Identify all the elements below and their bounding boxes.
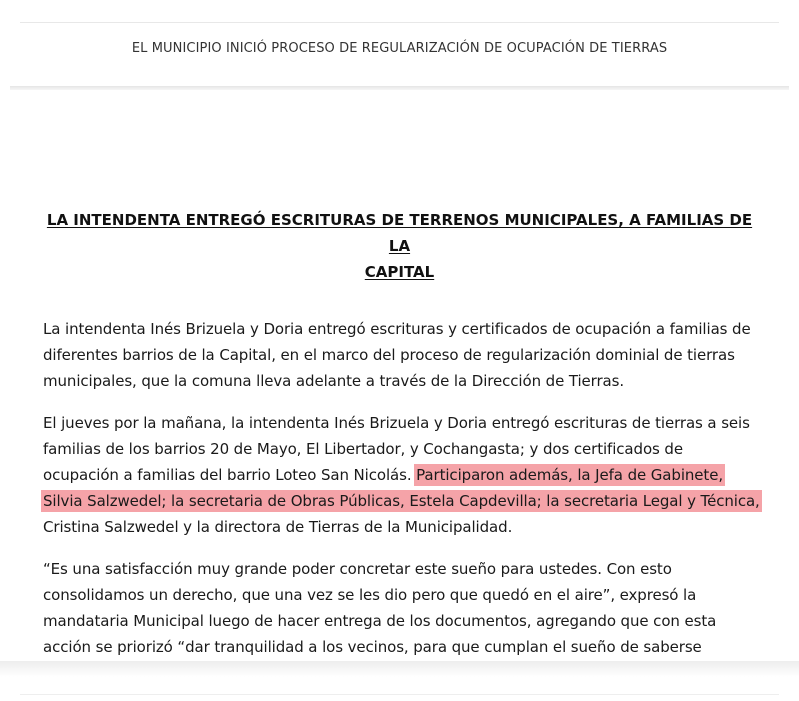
paragraph-1-line-3: municipales, que la comuna lleva adelante a través de la Dirección de Tierras. <box>43 372 625 390</box>
paragraph-1 <box>43 316 763 394</box>
paragraph-2-line-2: familias de los barrios 20 de Mayo, El Libertador, y Cochangasta; y dos certificados de <box>43 440 683 458</box>
image-caption: EL MUNICIPIO INICIÓ PROCESO DE REGULARIZACIÓN DE OCUPACIÓN DE TIERRAS <box>131 41 668 56</box>
paragraph-2 <box>43 410 763 540</box>
caption-bar <box>0 24 799 86</box>
document-title <box>40 207 759 285</box>
paragraph-3 <box>43 556 763 660</box>
paragraph-3-line-4: acción se priorizó “dar tranquilidad a los vecinos, para que cumplan el sueño de saberse <box>43 638 702 656</box>
paragraph-3-line-1: “Es una satisfacción muy grande poder concretar este sueño para ustedes. Con esto <box>43 560 672 578</box>
paragraph-3-line-3: mandataria Municipal luego de hacer entrega de los documentos, agregando que con esta <box>43 612 717 630</box>
document-title-line-2: CAPITAL <box>364 263 435 281</box>
paragraph-2-line-3 <box>43 462 763 488</box>
bottom-divider <box>20 694 779 695</box>
highlighted-text: Silvia Salzwedel; la secretaria de Obras Públicas, Estela Capdevilla; la secretaria Legal y Técnica, <box>43 492 760 510</box>
highlighted-text: Participaron además, la Jefa de Gabinete, <box>416 466 724 484</box>
paragraph-2-line-1: El jueves por la mañana, la intendenta Inés Brizuela y Doria entregó escrituras de tierras a seis <box>43 414 750 432</box>
paragraph-2-line-5: Cristina Salzwedel y la directora de Tierras de la Municipalidad. <box>43 518 513 536</box>
page-bottom-shadow <box>0 661 799 701</box>
document-page <box>0 90 799 661</box>
top-strip <box>0 0 799 24</box>
paragraph-3-line-2: consolidamos un derecho, que una vez se les dio pero que quedó en el aire”, expresó la <box>43 586 697 604</box>
document-title-line-1: LA INTENDENTA ENTREGÓ ESCRITURAS DE TERRENOS MUNICIPALES, A FAMILIAS DE LA <box>46 211 753 255</box>
paragraph-1-line-1: La intendenta Inés Brizuela y Doria entregó escrituras y certificados de ocupación a familias de <box>43 320 751 338</box>
paragraph-1-line-2: diferentes barrios de la Capital, en el marco del proceso de regularización dominial de tierras <box>43 346 735 364</box>
top-divider <box>20 22 779 23</box>
paragraph-2-line-4 <box>43 488 763 514</box>
paragraph-2-line-3-text: ocupación a familias del barrio Loteo San Nicolás. <box>43 466 417 484</box>
